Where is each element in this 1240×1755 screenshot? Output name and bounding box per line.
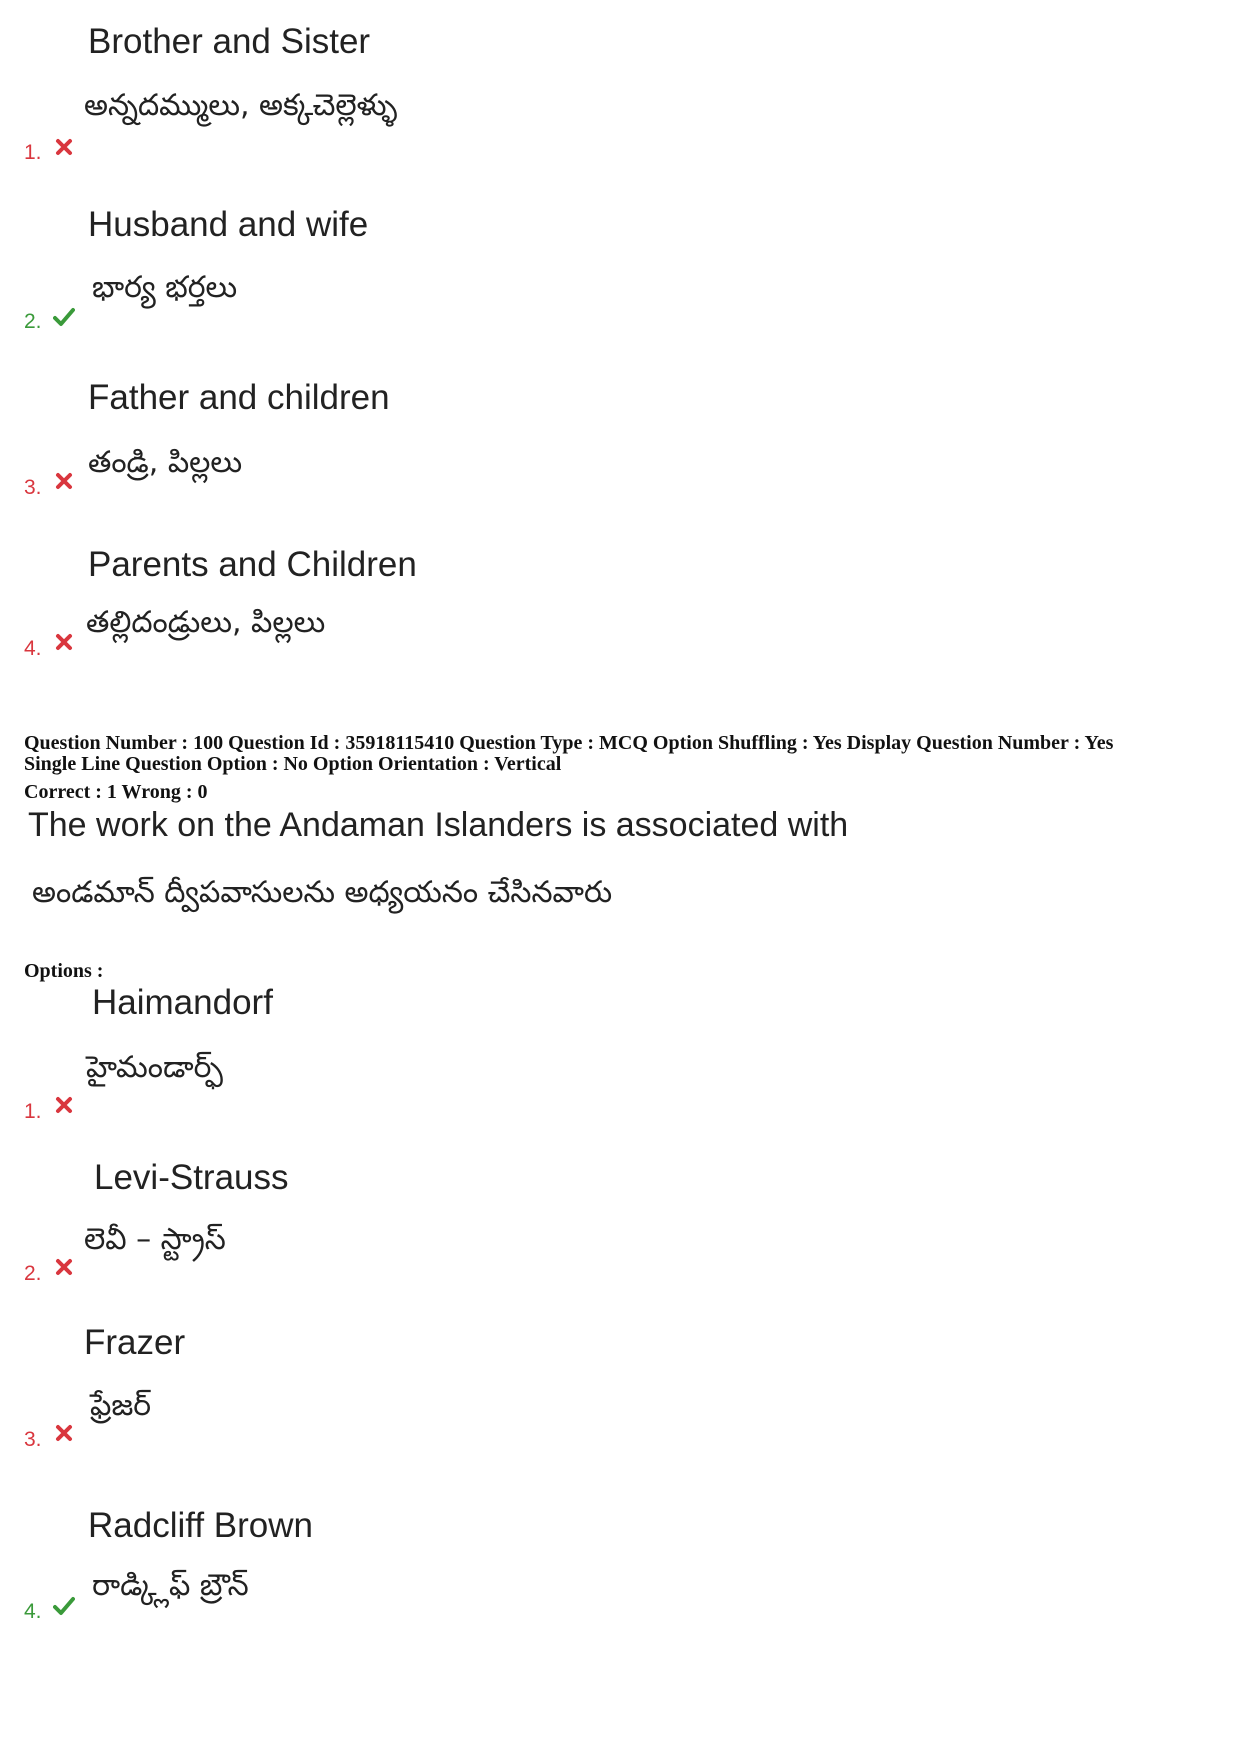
prev-option-3-number: 3. xyxy=(24,476,42,499)
prev-option-2-number: 2. xyxy=(24,310,42,333)
prev-option-4-number: 4. xyxy=(24,637,42,660)
prev-option-3-telugu: తండ్రి, పిల్లలు xyxy=(88,445,243,480)
question-meta-line-2: Single Line Question Option : No Option Orientation : Vertical xyxy=(24,753,562,775)
cross-icon xyxy=(55,633,73,651)
option-1-telugu: హైమండార్ఫ్ xyxy=(86,1050,223,1085)
prev-option-2-english: Husband and wife xyxy=(88,205,369,244)
check-icon xyxy=(53,307,75,327)
prev-option-4-english: Parents and Children xyxy=(88,545,417,584)
prev-option-1-number: 1. xyxy=(24,141,42,164)
option-3-number: 3. xyxy=(24,1428,42,1451)
option-4-english: Radcliff Brown xyxy=(88,1506,314,1545)
prev-option-2-telugu: భార్య భర్తలు xyxy=(92,270,238,305)
score-line: Correct : 1 Wrong : 0 xyxy=(24,781,208,803)
option-2-number: 2. xyxy=(24,1262,42,1285)
cross-icon xyxy=(55,1096,73,1114)
option-3-english: Frazer xyxy=(84,1323,186,1362)
prev-option-4-telugu: తల్లిదండ్రులు, పిల్లలు xyxy=(86,605,326,640)
option-1-number: 1. xyxy=(24,1100,42,1123)
question-text-english: The work on the Andaman Islanders is associated with xyxy=(28,806,849,844)
cross-icon xyxy=(55,138,73,156)
prev-option-1-english: Brother and Sister xyxy=(88,22,371,61)
option-4-number: 4. xyxy=(24,1600,42,1623)
option-3-telugu: ఫ్రేజర్ xyxy=(90,1388,152,1423)
option-2-telugu: లెవీ – స్ట్రాస్ xyxy=(84,1222,226,1257)
option-4-telugu: రాడ్క్లిఫ్ బ్రౌన్ xyxy=(92,1568,249,1603)
prev-option-1-telugu: అన్నదమ్ములు, అక్కచెల్లెళ్ళు xyxy=(84,88,398,123)
check-icon xyxy=(53,1596,75,1616)
prev-option-3-english: Father and children xyxy=(88,378,390,417)
cross-icon xyxy=(55,1258,73,1276)
options-label: Options : xyxy=(24,960,104,982)
option-1-english: Haimandorf xyxy=(92,983,273,1022)
question-meta-line-1: Question Number : 100 Question Id : 35918115410 Question Type : MCQ Option Shuffling : Yes Display Question Number : Yes xyxy=(24,732,1114,754)
option-2-english: Levi-Strauss xyxy=(94,1158,289,1197)
question-text-telugu: అండమాన్ ద్వీపవాసులను అధ్యయనం చేసినవారు xyxy=(32,875,613,910)
cross-icon xyxy=(55,1424,73,1442)
cross-icon xyxy=(55,472,73,490)
